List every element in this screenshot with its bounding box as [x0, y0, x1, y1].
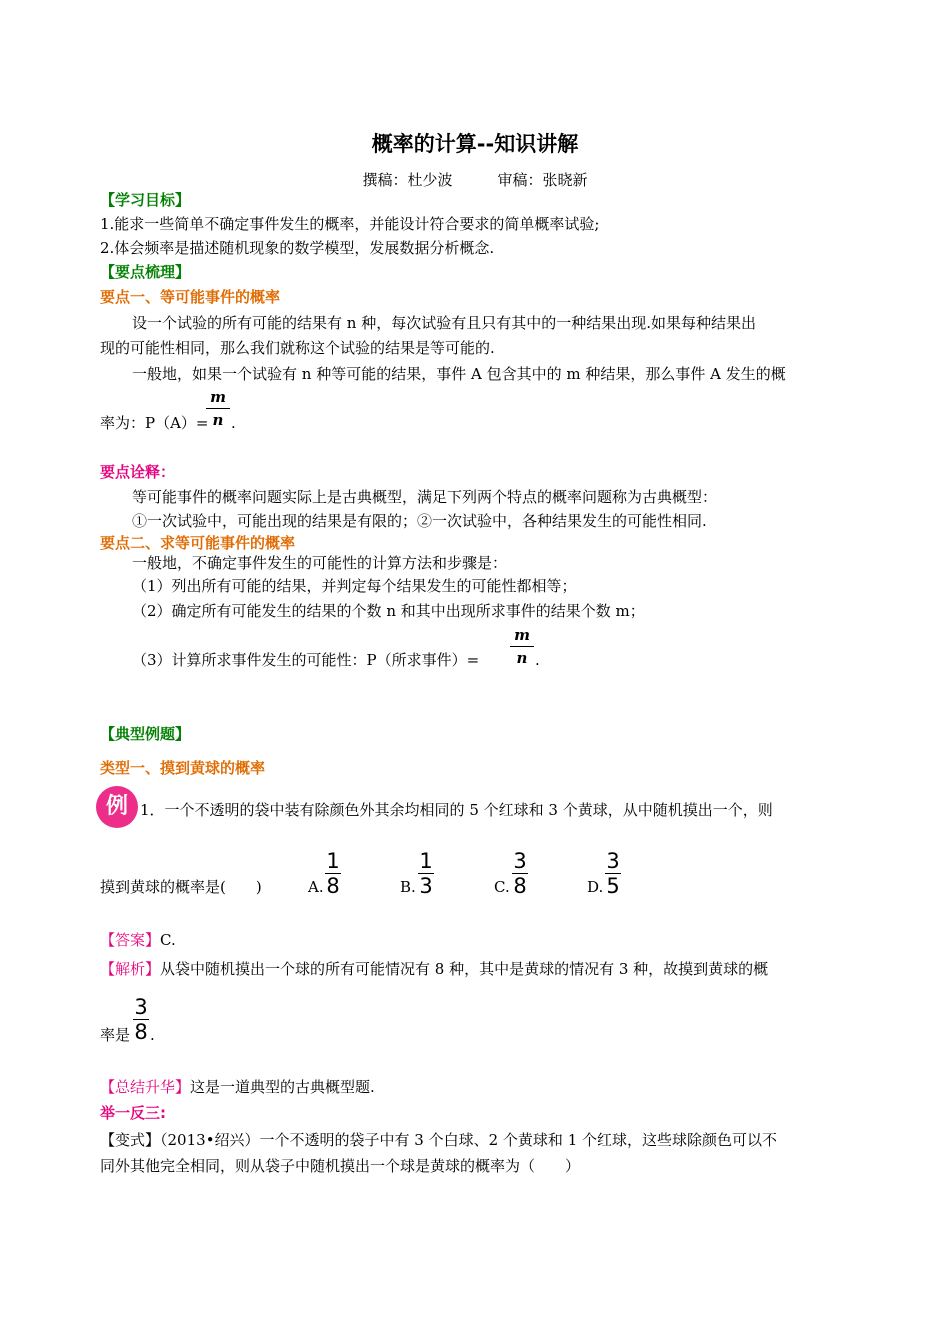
fraction-m-over-n: m n: [510, 624, 534, 669]
variant-tag: 【变式】: [100, 1131, 161, 1149]
question-text: 摸到黄球的概率是( ): [100, 878, 262, 896]
point1-text: 设一个试验的所有可能的结果有 n 种，每次试验有且只有其中的一种结果出现.如果每种结果出: [132, 314, 756, 332]
summary-text: 这是一道典型的古典概型题.: [190, 1078, 375, 1096]
variant-text: （2013•绍兴）一个不透明的袋子中有 3 个白球、2 个黄球和 1 个红球，这些球除颜色可以不: [160, 1131, 778, 1149]
option-b-label: B.: [400, 878, 416, 896]
note-text: 等可能事件的概率问题实际上是古典概型，满足下列两个特点的概率问题称为古典概型：: [132, 488, 718, 506]
points-heading: 【要点梳理】: [100, 263, 191, 281]
note-text: ①一次试验中，可能出现的结果是有限的；②一次试验中，各种结果发生的可能性相同.: [132, 512, 707, 530]
analysis-tag: 【解析】: [100, 960, 161, 978]
answer-line: [100, 930, 176, 950]
option-c-label: C.: [494, 878, 510, 896]
point2-text: （1）列出所有可能的结果，并判定每个结果发生的可能性都相等；: [132, 577, 577, 595]
option-d-label: D.: [587, 878, 604, 896]
point2-text: （3）计算所求事件发生的可能性：P（所求事件）=: [132, 651, 480, 669]
point1-text: 现的可能性相同，那么我们就称这个试验的结果是等可能的.: [100, 339, 495, 357]
option-a-label: A.: [308, 878, 324, 896]
option-a-fraction: 1 8: [326, 849, 340, 898]
variant-line: [100, 1130, 777, 1150]
option-c-fraction: 3 8: [513, 849, 527, 898]
summary-line: [100, 1077, 375, 1097]
period: .: [535, 651, 540, 669]
analysis-fraction: 3 8: [134, 995, 148, 1044]
analysis-line: [100, 959, 768, 979]
extend-heading: 举一反三:: [100, 1104, 166, 1122]
fraction-m-over-n: m n: [206, 386, 230, 431]
option-b-fraction: 1 3: [419, 849, 433, 898]
goal-item: 1.能求一些简单不确定事件发生的概率，并能设计符合要求的简单概率试验;: [100, 215, 600, 233]
option-d-fraction: 3 5: [606, 849, 620, 898]
note-heading: 要点诠释：: [100, 463, 176, 481]
point1-heading: 要点一、等可能事件的概率: [100, 288, 281, 306]
analysis-text: 率是: [100, 1026, 131, 1044]
goals-heading: 【学习目标】: [100, 191, 191, 209]
page-title: 概率的计算--知识讲解: [371, 132, 579, 156]
example-badge: 例: [96, 786, 138, 828]
analysis-text: 从袋中随机摸出一个球的所有可能情况有 8 种，其中是黄球的情况有 3 种，故摸到黄球的概: [160, 960, 769, 978]
point2-text: 一般地，不确定事件发生的可能性的计算方法和步骤是：: [132, 554, 508, 572]
summary-tag: 【总结升华】: [100, 1078, 191, 1096]
author-line: 撰稿：杜少波 审稿：张晓新: [362, 171, 588, 189]
type1-heading: 类型一、摸到黄球的概率: [100, 759, 266, 777]
goal-item: 2.体会频率是描述随机现象的数学模型，发展数据分析概念.: [100, 239, 495, 257]
point2-heading: 要点二、求等可能事件的概率: [100, 534, 296, 552]
point1-text: 率为：P（A）=: [100, 414, 209, 432]
period: .: [150, 1026, 155, 1044]
answer-text: C.: [160, 931, 176, 949]
question-text: 1．一个不透明的袋中装有除颜色外其余均相同的 5 个红球和 3 个黄球，从中随机摸出一个，则: [140, 801, 773, 819]
variant-text: 同外其他完全相同，则从袋子中随机摸出一个球是黄球的概率为（ ）: [100, 1157, 581, 1175]
answer-tag: 【答案】: [100, 931, 161, 949]
point1-text: 一般地，如果一个试验有 n 种等可能的结果，事件 A 包含其中的 m 种结果，那么事件 A 发生的概: [132, 365, 786, 383]
point2-text: （2）确定所有可能发生的结果的个数 n 和其中出现所求事件的结果个数 m；: [132, 602, 645, 620]
examples-heading: 【典型例题】: [100, 725, 191, 743]
period: .: [231, 414, 236, 432]
